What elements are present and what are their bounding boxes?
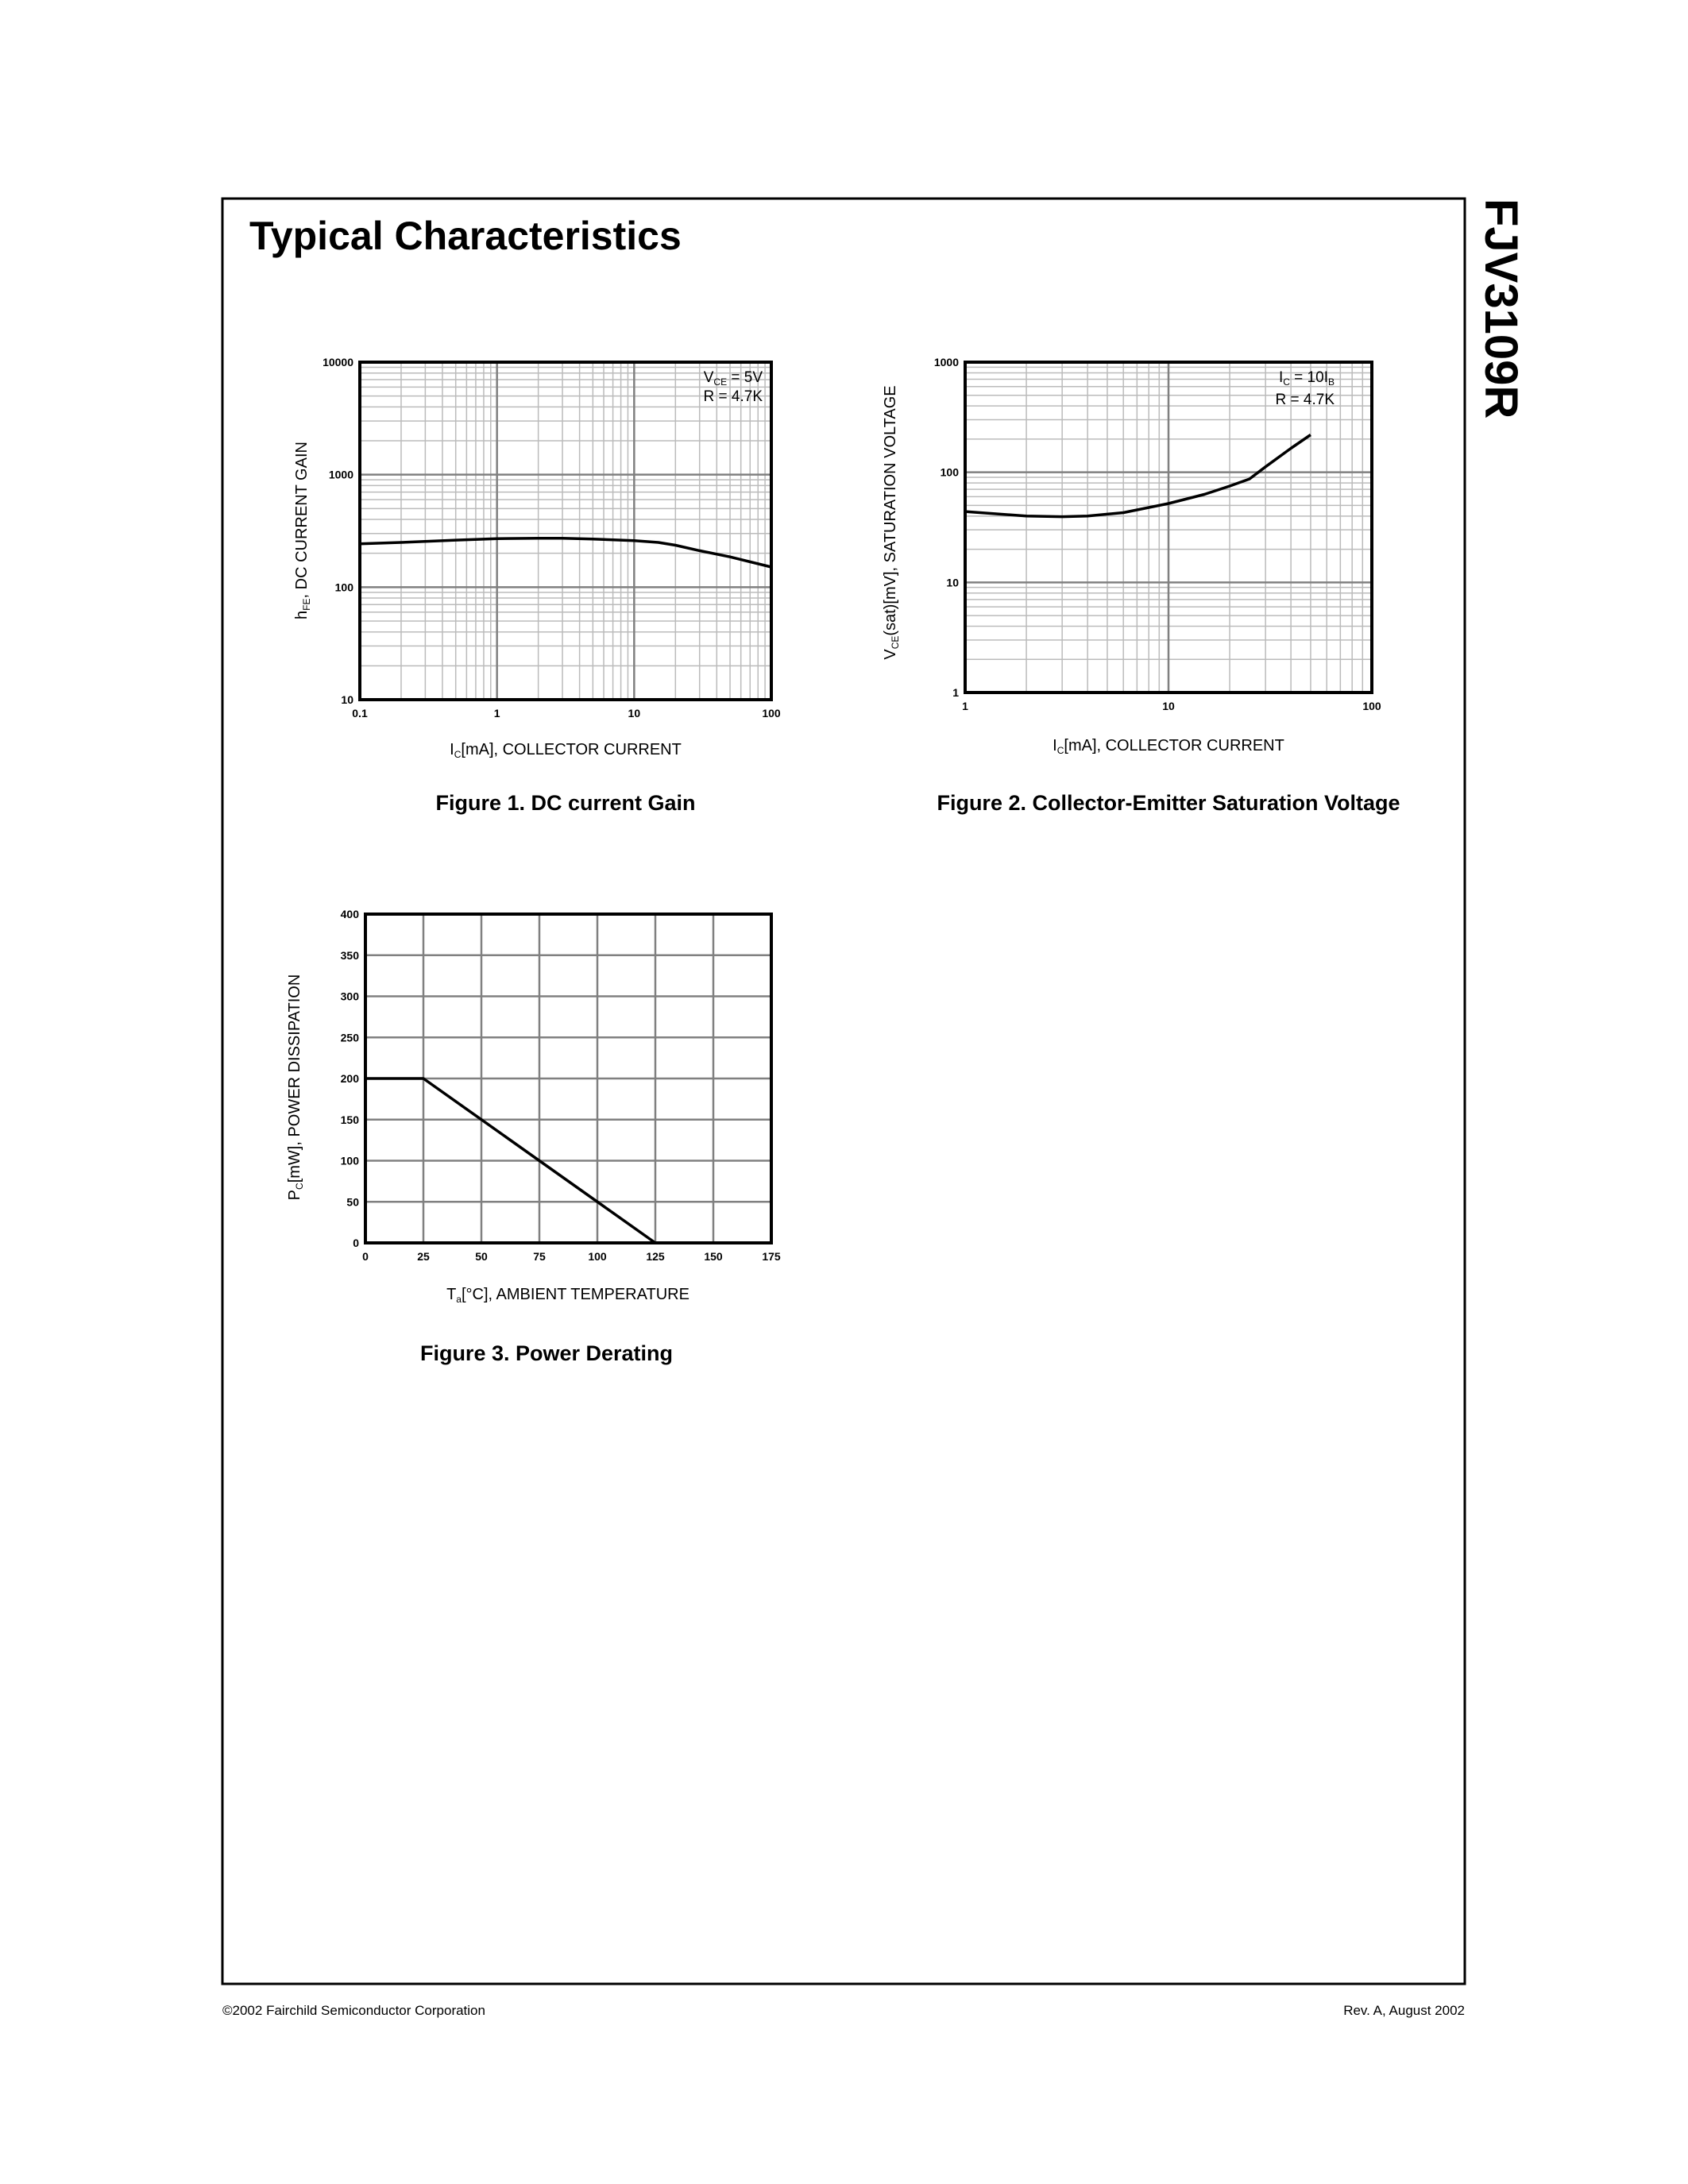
y-tick-label: 10 <box>946 576 959 589</box>
y-axis-label: $P_C[mW]$, POWER DISSIPATION <box>286 974 305 1201</box>
figure-caption: Figure 1. DC current Gain <box>435 791 696 815</box>
footer-revision: Rev. A, August 2002 <box>1343 2003 1465 2018</box>
y-tick-label: 100 <box>334 581 353 594</box>
x-tick-label: 0 <box>362 1250 369 1263</box>
plot-frame <box>360 362 771 700</box>
x-axis-label: $I_C[mA]$, COLLECTOR CURRENT <box>1053 737 1284 756</box>
x-tick-label: 100 <box>588 1250 607 1263</box>
y-tick-label: 350 <box>340 948 359 962</box>
chart-annotation: $I_C = 10I_B$ <box>1278 369 1335 388</box>
x-tick-label: 75 <box>533 1250 546 1263</box>
x-tick-label: 0.1 <box>352 707 368 720</box>
series-line-vce-sat- <box>965 435 1311 517</box>
y-tick-label: 200 <box>340 1072 359 1085</box>
y-tick-label: 400 <box>340 908 359 920</box>
x-tick-label: 25 <box>417 1250 430 1263</box>
x-axis-label: $I_C[mA]$, COLLECTOR CURRENT <box>450 741 682 760</box>
chart-annotation: R = 4.7K <box>1275 392 1335 408</box>
x-axis-label: $T_a[^\circ C]$, AMBIENT TEMPERATURE <box>446 1286 689 1305</box>
y-tick-label: 150 <box>340 1113 359 1126</box>
chart-figure-2 <box>882 356 1400 815</box>
charts <box>286 356 1400 1365</box>
y-tick-label: 300 <box>340 990 359 1003</box>
x-tick-label: 1 <box>962 700 968 712</box>
figure-caption: Figure 3. Power Derating <box>419 1341 674 1365</box>
y-tick-label: 250 <box>340 1031 359 1044</box>
y-tick-label: 50 <box>346 1195 359 1209</box>
y-tick-label: 1000 <box>933 356 959 369</box>
y-axis-label: $h_{FE}$, DC CURRENT GAIN <box>293 442 312 619</box>
x-tick-label: 1 <box>493 707 500 720</box>
chart-figure-1 <box>293 356 781 815</box>
chart-annotation: $V_{CE} = 5V$ <box>703 369 763 388</box>
y-tick-label: 1000 <box>328 468 353 481</box>
series-line-hfe <box>360 538 771 567</box>
y-tick-label: 100 <box>940 465 959 479</box>
y-tick-label: 100 <box>340 1154 359 1167</box>
x-tick-label: 100 <box>1362 700 1381 712</box>
figure-caption: Figure 2. Collector-Emitter Saturation Voltage <box>937 791 1400 815</box>
x-tick-label: 100 <box>762 707 781 720</box>
y-tick-label: 10 <box>341 693 353 706</box>
chart-figure-3 <box>286 908 781 1365</box>
x-tick-label: 150 <box>704 1250 723 1263</box>
footer-copyright: ©2002 Fairchild Semiconductor Corporation <box>222 2003 485 2018</box>
page-title: Typical Characteristics <box>249 214 682 258</box>
x-tick-label: 175 <box>762 1250 781 1263</box>
y-tick-label: 10000 <box>323 356 353 369</box>
x-tick-label: 50 <box>475 1250 488 1263</box>
y-tick-label: 0 <box>353 1237 359 1249</box>
y-tick-label: 1 <box>952 686 959 699</box>
part-number-label: FJV3109R <box>1475 199 1527 419</box>
x-tick-label: 10 <box>628 707 641 720</box>
y-axis-label: $V_{CE}(sat)[mV]$, SATURATION VOLTAGE <box>882 385 901 660</box>
chart-annotation: R = 4.7K <box>703 388 763 405</box>
x-tick-label: 10 <box>1162 700 1175 712</box>
page-frame <box>222 199 1465 1984</box>
x-tick-label: 125 <box>646 1250 665 1263</box>
